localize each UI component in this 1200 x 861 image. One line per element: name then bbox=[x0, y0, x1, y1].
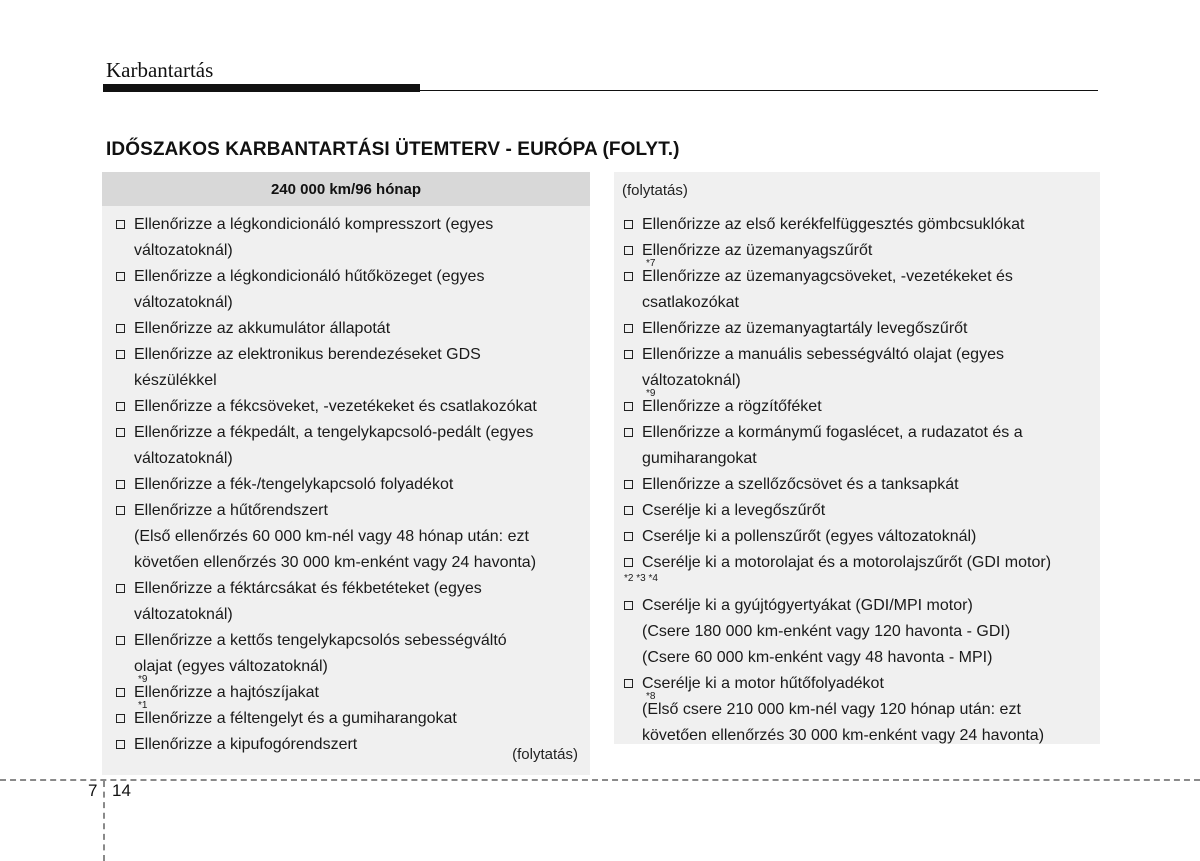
checklist-item bbox=[116, 212, 537, 264]
checklist-item-line: Cserélje ki a levegőszűrőt bbox=[642, 502, 826, 519]
checklist-item-line-with-note: változatoknál) *9 bbox=[642, 372, 741, 399]
section-title: IDŐSZAKOS KARBANTARTÁSI ÜTEMTERV - EURÓPA (FOLYT.) bbox=[106, 139, 680, 160]
checklist-item bbox=[116, 706, 537, 732]
checklist-item-line: Cserélje ki a pollenszűrőt (egyes változatoknál) bbox=[642, 528, 977, 545]
checklist-item-text bbox=[642, 498, 825, 524]
checklist-item bbox=[624, 264, 1051, 316]
left-column-heading: 240 000 km/96 hónap bbox=[102, 172, 590, 206]
checklist-item-line: változatoknál) bbox=[134, 606, 233, 623]
checklist-item-text bbox=[642, 342, 1004, 399]
checklist-item bbox=[116, 628, 537, 685]
checklist-item bbox=[624, 420, 1051, 472]
checklist-item bbox=[624, 238, 1051, 269]
checkbox-icon bbox=[116, 402, 125, 411]
checklist-item-text bbox=[134, 212, 493, 264]
checklist-item bbox=[624, 472, 1051, 498]
checklist-item-text bbox=[642, 593, 1010, 671]
checklist-item-text bbox=[642, 316, 968, 342]
checklist-item-line: változatoknál) bbox=[134, 242, 233, 259]
checkbox-icon bbox=[116, 324, 125, 333]
checklist-item-text bbox=[642, 420, 1023, 472]
checklist-item-text bbox=[134, 394, 537, 420]
checklist-item-line: Ellenőrizze az akkumulátor állapotát bbox=[134, 320, 391, 337]
checkbox-icon bbox=[116, 350, 125, 359]
page-number: 14 bbox=[112, 781, 131, 800]
checklist-item-text bbox=[134, 576, 482, 628]
chapter-number: 7 bbox=[88, 781, 98, 800]
checklist-item-line: Cserélje ki a motorolajat és a motorolajszűrőt (GDI motor) bbox=[642, 554, 1052, 571]
checklist-item-line: (Csere 60 000 km-enként vagy 48 havonta - MPI) bbox=[642, 649, 993, 666]
left-column bbox=[102, 172, 590, 775]
checklist-item-line: Ellenőrizze a féktárcsákat és fékbetéteket (egyes bbox=[134, 580, 482, 597]
checklist-item-line: Ellenőrizze a rögzítőféket bbox=[642, 398, 822, 415]
checklist-item bbox=[624, 342, 1051, 399]
checklist-item-line: Ellenőrizze a légkondicionáló kompresszort (egyes bbox=[134, 216, 494, 233]
checkbox-icon bbox=[116, 272, 125, 281]
checkbox-icon bbox=[116, 636, 125, 645]
checklist-item bbox=[116, 680, 537, 711]
checklist-item bbox=[116, 264, 537, 316]
checkbox-icon bbox=[116, 428, 125, 437]
checkbox-icon bbox=[116, 740, 125, 749]
checklist-item-text bbox=[642, 264, 1013, 316]
checklist-item-text bbox=[642, 550, 1051, 576]
checklist-item-line-with-note: Ellenőrizze a hajtószíjakat *1 bbox=[134, 684, 319, 711]
checklist-item-line: Ellenőrizze a féltengelyt és a gumiharangokat bbox=[134, 710, 457, 727]
checklist-item bbox=[116, 472, 537, 498]
footer-divider bbox=[103, 781, 105, 861]
checklist-item-line: Cserélje ki a motor hűtőfolyadékot bbox=[642, 675, 884, 692]
checklist-item-line: olajat (egyes változatoknál) bbox=[134, 658, 328, 675]
footer-rule bbox=[0, 779, 1200, 781]
checklist-item-line: Ellenőrizze az üzemanyagtartály levegőszűrőt bbox=[642, 320, 968, 337]
checklist-item-text bbox=[134, 628, 507, 685]
checklist-item-line: Ellenőrizze a hűtőrendszert bbox=[134, 502, 328, 519]
checklist-item bbox=[116, 498, 537, 576]
checklist-item-line: (Első csere 210 000 km-nél vagy 120 hónap után: ezt bbox=[642, 701, 1021, 718]
checklist-item-line: Ellenőrizze a légkondicionáló hűtőközeget (egyes bbox=[134, 268, 485, 285]
checklist-item-line: Ellenőrizze a kettős tengelykapcsolós sebességváltó bbox=[134, 632, 507, 649]
checklist-item-line: Ellenőrizze a fék-/tengelykapcsoló folyadékot bbox=[134, 476, 454, 493]
checklist-item-line: Ellenőrizze a kormánymű fogaslécet, a rudazatot és a bbox=[642, 424, 1023, 441]
checklist-item-text bbox=[134, 472, 453, 498]
checklist-item-line: Ellenőrizze az üzemanyagcsöveket, -vezetékeket és bbox=[642, 268, 1013, 285]
checklist-item-line: Ellenőrizze az elektronikus berendezéseket GDS bbox=[134, 346, 481, 363]
checklist-item-line: változatoknál) bbox=[134, 294, 233, 311]
checkbox-icon bbox=[624, 350, 633, 359]
checklist-item-line: Ellenőrizze az első kerékfelfüggesztés gömbcsuklókat bbox=[642, 216, 1025, 233]
checklist-item-text bbox=[134, 498, 536, 576]
checklist-item bbox=[624, 671, 1051, 702]
checklist-item-text bbox=[642, 212, 1024, 238]
checklist-item-line: Ellenőrizze a fékcsöveket, -vezetékeket és csatlakozókat bbox=[134, 398, 537, 415]
checkbox-icon bbox=[116, 714, 125, 723]
checkbox-icon bbox=[624, 506, 633, 515]
continued-label-bottom: (folytatás) bbox=[512, 746, 578, 763]
checklist-item-line: Ellenőrizze a kipufogórendszert bbox=[134, 736, 358, 753]
checkbox-icon bbox=[116, 480, 125, 489]
checklist-item-line: Ellenőrizze a szellőzőcsövet és a tanksapkát bbox=[642, 476, 959, 493]
checklist-item bbox=[624, 524, 1051, 550]
checkbox-icon bbox=[624, 272, 633, 281]
checklist-item-line: (Első ellenőrzés 60 000 km-nél vagy 48 hónap után: ezt bbox=[134, 528, 529, 545]
checklist-item-text bbox=[642, 671, 884, 702]
checklist-item-line: készülékkel bbox=[134, 372, 217, 389]
checklist-item-text bbox=[134, 706, 457, 732]
checklist-item-text bbox=[134, 420, 533, 472]
checklist-item-line: Ellenőrizze a hajtószíjakat bbox=[134, 684, 319, 701]
checklist-item bbox=[116, 576, 537, 628]
checkbox-icon bbox=[624, 246, 633, 255]
checklist-item bbox=[624, 212, 1051, 238]
checklist-item-line: Ellenőrizze a fékpedált, a tengelykapcsoló-pedált (egyes bbox=[134, 424, 534, 441]
header-rule bbox=[103, 90, 1098, 91]
checklist-item-line-with-note: olajat (egyes változatoknál) *9 bbox=[134, 658, 328, 685]
checklist-item bbox=[624, 593, 1051, 671]
checklist-item-line-with-note: Ellenőrizze az üzemanyagszűrőt *7 bbox=[642, 242, 873, 269]
checkbox-icon bbox=[116, 688, 125, 697]
checklist-item-line: csatlakozókat bbox=[642, 294, 739, 311]
checklist-item-text bbox=[134, 342, 481, 394]
checkbox-icon bbox=[624, 402, 633, 411]
checklist-item-line: változatoknál) bbox=[134, 450, 233, 467]
checkbox-icon bbox=[624, 324, 633, 333]
checkbox-icon bbox=[116, 506, 125, 515]
checkbox-icon bbox=[624, 532, 633, 541]
checklist-item bbox=[624, 394, 1051, 420]
continued-label-top: (folytatás) bbox=[622, 182, 688, 199]
checklist-item-line: Ellenőrizze az üzemanyagszűrőt bbox=[642, 242, 873, 259]
checklist-item bbox=[624, 550, 1051, 576]
checklist-item-text bbox=[134, 264, 484, 316]
checklist-item-line: Cserélje ki a gyújtógyertyákat (GDI/MPI motor) bbox=[642, 597, 973, 614]
checkbox-icon bbox=[624, 601, 633, 610]
checklist-item-text bbox=[134, 732, 357, 758]
checkbox-icon bbox=[624, 558, 633, 567]
left-checklist bbox=[116, 212, 537, 758]
checklist-item-line: követően ellenőrzés 30 000 km-enként vagy 24 havonta) bbox=[642, 727, 1045, 744]
checklist-item-line: változatoknál) bbox=[642, 372, 741, 389]
footnote-references: *2 *3 *4 bbox=[624, 573, 658, 584]
header-title: Karbantartás bbox=[106, 58, 214, 82]
checklist-item bbox=[116, 394, 537, 420]
right-checklist bbox=[624, 212, 1051, 749]
checklist-item bbox=[624, 316, 1051, 342]
checklist-item bbox=[624, 697, 1051, 749]
checklist-item bbox=[116, 732, 537, 758]
checklist-item-line: (Csere 180 000 km-enként vagy 120 havonta - GDI) bbox=[642, 623, 1011, 640]
checklist-item-text bbox=[642, 524, 976, 550]
checklist-item bbox=[624, 498, 1051, 524]
checkbox-icon bbox=[624, 220, 633, 229]
checklist-item bbox=[116, 316, 537, 342]
checklist-item bbox=[116, 420, 537, 472]
checkbox-icon bbox=[116, 584, 125, 593]
checklist-item-line: gumiharangokat bbox=[642, 450, 757, 467]
checklist-item bbox=[116, 342, 537, 394]
checkbox-icon bbox=[624, 679, 633, 688]
checkbox-icon bbox=[624, 480, 633, 489]
checklist-item-line-with-note: Cserélje ki a motor hűtőfolyadékot *8 bbox=[642, 675, 884, 702]
checklist-item-text bbox=[134, 316, 390, 342]
checkbox-icon bbox=[624, 428, 633, 437]
checklist-item-text bbox=[642, 697, 1044, 749]
checklist-item-text bbox=[642, 238, 873, 269]
checklist-item-line: követően ellenőrzés 30 000 km-enként vagy 24 havonta) bbox=[134, 554, 537, 571]
checklist-item-text bbox=[642, 394, 822, 420]
checklist-item-text bbox=[642, 472, 959, 498]
right-column bbox=[614, 172, 1100, 744]
checklist-item-text bbox=[134, 680, 319, 711]
checklist-item-line: Ellenőrizze a manuális sebességváltó olajat (egyes bbox=[642, 346, 1004, 363]
checkbox-icon bbox=[116, 220, 125, 229]
